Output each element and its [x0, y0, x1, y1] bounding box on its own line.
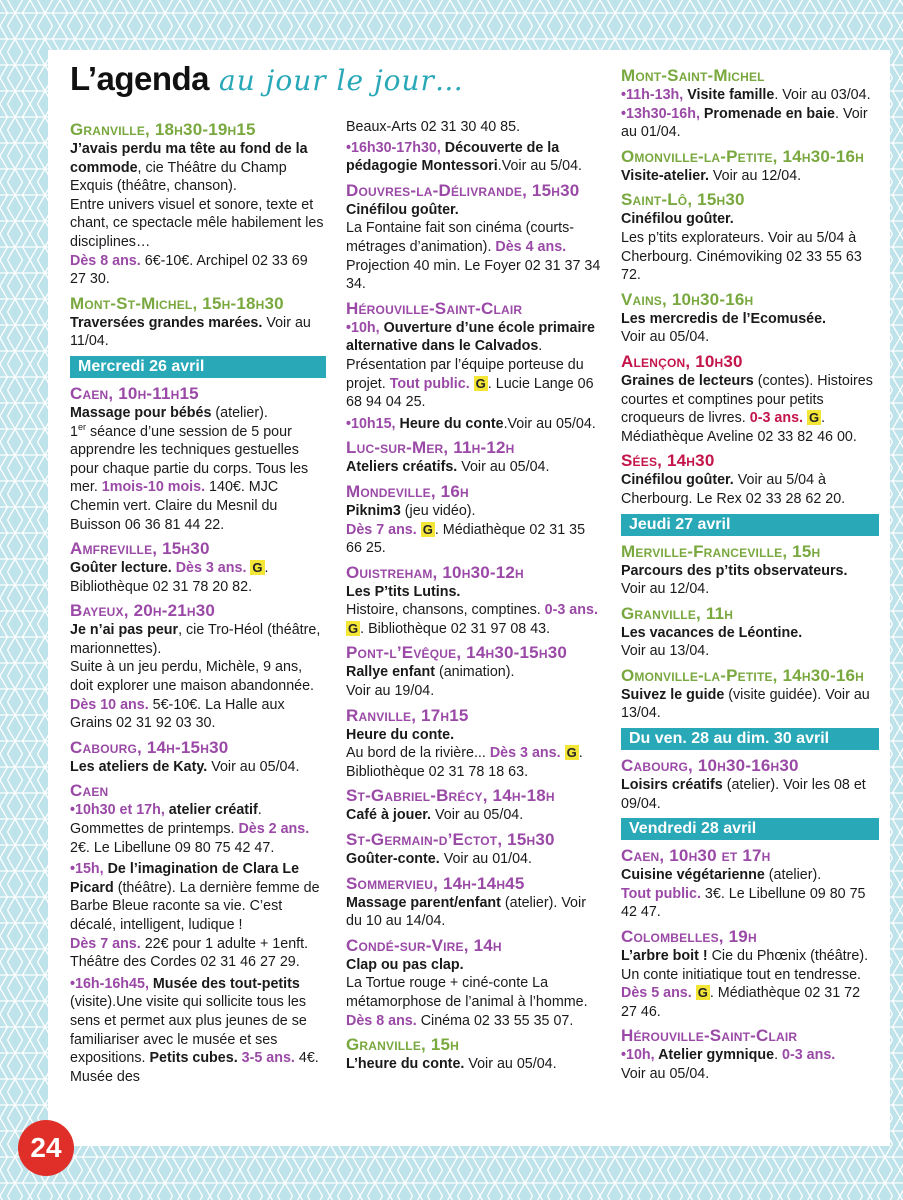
event-st-gabriel: St-Gabriel-Brécy, 14h-18h Café à jouer. Voir au 05/04.	[346, 786, 555, 824]
event-st-germain: St-Germain-d’Ectot, 15h30 Goûter-conte. Voir au 01/04.	[346, 830, 555, 868]
event-cabourg: Cabourg, 14h-15h30 Les ateliers de Katy. Voir au 05/04.	[70, 737, 300, 775]
day-header-weekend: Du ven. 28 au dim. 30 avril	[621, 728, 879, 750]
event-omonville-2: Omonville-la-Petite, 14h30-16h Suivez le guide (visite guidée). Voir au 13/04.	[621, 665, 870, 722]
free-badge: G	[566, 745, 577, 761]
free-badge: G	[475, 375, 486, 391]
event-alencon: Alençon, 10h30 Graines de lecteurs (contes). Histoires courtes et comptines pour petits croqueurs de livres. 0-3 ans. G . Médiathèque Aveline 02 33 82 46 00.	[621, 351, 873, 445]
event-luc-sur-mer: Luc-sur-Mer, 11h-12h Ateliers créatifs. Voir au 05/04.	[346, 438, 550, 476]
event-omonville: Omonville-la-Petite, 14h30-16h Visite-atelier. Voir au 12/04.	[621, 146, 865, 184]
day-header-jeudi: Jeudi 27 avril	[621, 514, 879, 536]
title-main: L’agenda	[70, 60, 210, 97]
event-saint-lo: Saint-Lô, 15h30 Cinéfilou goûter. Les p’tits explorateurs. Voir au 5/04 à Cherbourg. Cinémoviking 02 33 55 63 72.	[621, 190, 862, 284]
event-sommervieu: Sommervieu, 14h-14h45 Massage parent/enfant (atelier). Voir du 10 au 14/04.	[346, 873, 586, 930]
free-badge: G	[808, 410, 820, 426]
continued-text: Beaux-Arts 02 31 30 40 85.	[346, 119, 521, 135]
event-sees: Sées, 14h30 Cinéfilou goûter. Voir au 5/04 à Cherbourg. Le Rex 02 33 28 62 20.	[621, 451, 846, 507]
event-caen-cuisine: Caen, 10h30 et 17h Cuisine végétarienne (atelier). Tout public. 3€. Le Libellune 09 80 75 42 47.	[621, 846, 866, 921]
event-ranville: Ranville, 17h15 Heure du conte. Au bord de la rivière... Dès 3 ans. G . Bibliothèque 02 31 78 18 63.	[346, 705, 583, 780]
event-granville: Granville, 18h30-19h15 J’avais perdu ma tête au fond de la commode, cie Théâtre du Champ Exquis (théâtre, chanson). Entre univers visuel et sonore, texte et chant, ce spectacle mêle habilement les disciplines… Dès 8 ans. 6€-10€. Archipel 02 33 69 27 30.	[70, 120, 324, 288]
event-caen-multi: Caen •10h30 et 17h, atelier créatif. Gommettes de printemps. Dès 2 ans. 2€. Le Libellune 09 80 75 42 47. •15h, De l’imagination de Clara Le Picard (théâtre). La dernière femme de Barbe Bleue raconte sa vie. C’est décalé, intelligent, ludique ! Dès 7 ans. 22€ pour 1 adulte + 1enft. Théâtre des Cordes 02 31 46 27 29. •16h-16h45, Musée des tout-petits (visite).Une visite qui sollicite tous les sens et permet aux plus jeunes de se familiariser avec le musée et ses expositions. Petits cubes. 3-5 ans. 4€. Musée des	[70, 781, 320, 1085]
event-mont-st-michel: Mont-St-Michel, 15h-18h30 Traversées grandes marées. Voir au 11/04.	[70, 293, 311, 350]
event-montessori: •16h30-17h30, Découverte de la pédagogie Montessori.Voir au 5/04.	[346, 139, 582, 175]
event-herouville-2: Hérouville-Saint-Clair •10h, Atelier gymnique. 0-3 ans. Voir au 05/04.	[621, 1026, 836, 1082]
title-script: au jour le jour…	[219, 64, 464, 97]
event-caen-massage: Caen, 10h-11h15 Massage pour bébés (atelier). 1er séance d’une session de 5 pour apprendre les techniques gestuelles pour chaque partie du corps. Tous les mer. 1mois-10 mois. 140€. MJC Chemin vert. Claire du Mesnil du Buisson 06 36 81 44 22.	[70, 383, 309, 533]
event-vains: Vains, 10h30-16h Les mercredis de l’Ecomusée. Voir au 05/04.	[621, 289, 827, 346]
event-merville: Merville-Franceville, 15h Parcours des p’tits observateurs. Voir au 12/04.	[621, 541, 848, 598]
event-amfreville: Amfreville, 15h30 Goûter lecture. Dès 3 ans. G . Bibliothèque 02 31 78 20 82.	[70, 539, 269, 595]
event-douvres: Douvres-la-Délivrande, 15h30 Cinéfilou goûter. La Fontaine fait son cinéma (courts-métrages d’animation). Dès 4 ans. Projection 40 min. Le Foyer 02 31 37 34 34.	[346, 180, 601, 293]
day-header-vendredi: Vendredi 28 avril	[621, 818, 879, 840]
event-colombelles: Colombelles, 19h L’arbre boit ! Cie du Phœnix (théâtre). Un conte initiatique tout en tendresse. Dès 5 ans. G . Médiathèque 02 31 72 27 46.	[621, 927, 869, 1020]
column-3	[621, 66, 879, 1089]
event-mondeville: Mondeville, 16h Piknim3 (jeu vidéo). Dès 7 ans. G . Médiathèque 02 31 35 66 25.	[346, 481, 586, 557]
event-granville-2: Granville, 15h L’heure du conte. Voir au 05/04.	[346, 1035, 557, 1073]
free-badge: G	[348, 620, 359, 636]
event-cabourg-2: Cabourg, 10h30-16h30 Loisirs créatifs (atelier). Voir les 08 et 09/04.	[621, 756, 866, 812]
column-2	[346, 118, 602, 1079]
page-title	[70, 60, 464, 108]
free-badge: G	[697, 985, 708, 1001]
column-1	[70, 120, 326, 1091]
event-bayeux: Bayeux, 20h-21h30 Je n’ai pas peur, cie Tro-Héol (théâtre, marionnettes). Suite à un jeu perdu, Michèle, 9 ans, doit explorer une maison abandonnée. Dès 10 ans. 5€-10€. La Halle aux Grains 02 31 92 03 30.	[70, 601, 321, 732]
page-number-badge: 24	[18, 1120, 74, 1176]
event-pont-leveque: Pont-l’Evêque, 14h30-15h30 Rallye enfant (animation). Voir au 19/04.	[346, 643, 568, 700]
free-badge: G	[252, 560, 263, 576]
day-header-mercredi: Mercredi 26 avril	[70, 356, 326, 378]
event-granville-3: Granville, 11h Les vacances de Léontine. Voir au 13/04.	[621, 603, 803, 660]
event-mont-saint-michel: Mont-Saint-Michel •11h-13h, Visite famille. Voir au 03/04. •13h30-16h, Promenade en baie. Voir au 01/04.	[621, 66, 871, 141]
free-badge: G	[422, 521, 433, 537]
event-conde-sur-vire: Condé-sur-Vire, 14h Clap ou pas clap. La Tortue rouge + ciné-conte La métamorphose de l’animal à l’homme. Dès 8 ans. Cinéma 02 33 55 35 07.	[346, 935, 588, 1029]
event-ouistreham: Ouistreham, 10h30-12h Les P’tits Lutins. Histoire, chansons, comptines. 0-3 ans. G . Bibliothèque 02 31 97 08 43.	[346, 562, 598, 637]
event-herouville: Hérouville-Saint-Clair •10h, Ouverture d’une école primaire alternative dans le Calvados. Présentation par l’équipe porteuse du projet. Tout public. G . Lucie Lange 06 68 94 04 25. •10h15, Heure du conte.Voir au 05/04.	[346, 298, 596, 432]
